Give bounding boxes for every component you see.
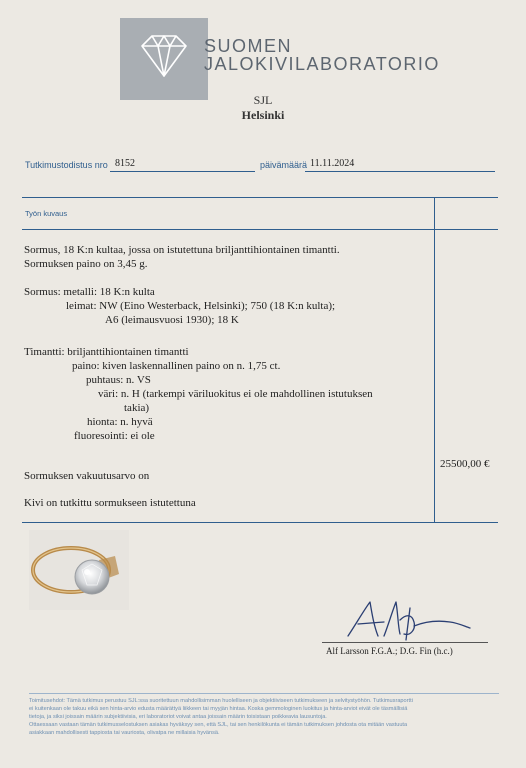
diamond-colour: väri: n. H (tarkempi väriluokitus ei ole mahdollinen istutuksen: [98, 388, 373, 400]
price-column-divider: [434, 197, 435, 523]
lab-abbreviation: SJL: [253, 93, 273, 107]
ring-metal: Sormus: metalli: 18 K:n kulta: [24, 286, 155, 298]
examination-note: Kivi on tutkittu sormukseen istutettuna: [24, 497, 196, 509]
date-rule: [305, 171, 495, 172]
section-header-rule: [22, 229, 498, 230]
diamond-weight: paino: kiven laskennallinen paino on n. 1,75 ct.: [72, 360, 281, 372]
ring-marks-1: leimat: NW (Eino Westerback, Helsinki); 750 (18 K:n kulta);: [66, 300, 336, 312]
cert-number: 8152: [115, 158, 135, 169]
terms-line-2: ei kuitenkaan ole takuu eikä sen hinta-arvio edusta määrättyä liikkeen tai myyjän hintaa. Koska gemmologinen luokitus ja hinta-arviot eivät ole täsmällisiä: [29, 706, 408, 712]
insurance-label: Sormuksen vakuutusarvo on: [24, 470, 150, 482]
signature-line: [322, 642, 488, 643]
diamond-cut: hionta: n. hyvä: [87, 416, 153, 428]
date-label: päivämäärä: [260, 160, 308, 170]
ring-marks-2: A6 (leimausvuosi 1930); 18 K: [105, 314, 239, 326]
diamond-colour-cont: takia): [124, 402, 150, 414]
intro-line-2: Sormuksen paino on 3,45 g.: [24, 258, 148, 270]
insurance-value: 25500,00 €: [440, 458, 490, 470]
cert-number-label: Tutkimustodistus nro: [25, 160, 108, 170]
terms-line-5: asiakkaan mahdollisesti tappiosta tai vauriosta, olivatpa ne millaisia hyvänsä.: [29, 730, 220, 736]
lab-city: Helsinki: [241, 108, 285, 122]
terms-line-1: Toimitusehdot: Tämä tutkimus perustuu SJL:ssa suoritettuun mahdollisimman huolelliseen ja objektiiviseen tutkimukseen ja selvitystyöhön. Tutkimusraportti: [29, 698, 413, 704]
footer-rule: [29, 693, 499, 694]
lab-logo: [120, 18, 208, 100]
brand-line-1: SUOMEN: [204, 36, 293, 56]
diamond-clarity: puhtaus: n. VS: [86, 374, 151, 386]
section-top-rule: [22, 197, 498, 198]
cert-date: 11.11.2024: [310, 158, 355, 169]
section-bottom-rule: [22, 522, 498, 523]
section-label: Työn kuvaus: [25, 209, 68, 218]
terms-line-3: tietoja, ja siksi joissain määrin subjektiivisia, eri laboratoriot voivat antaa joissain määrin toisistaan poikkeavia lausuntoja.: [29, 714, 327, 720]
ring-photo: [29, 530, 129, 610]
ring-image: [29, 530, 129, 610]
diamond-fluorescence: fluoresointi: ei ole: [74, 430, 155, 442]
diamond-icon: [120, 18, 208, 100]
diamond-type: Timantti: briljanttihiontainen timantti: [24, 346, 189, 358]
handwritten-signature: [340, 596, 480, 644]
intro-line-1: Sormus, 18 K:n kultaa, jossa on istutettuna briljanttihiontainen timantti.: [24, 244, 340, 256]
cert-number-rule: [110, 171, 255, 172]
brand-line-2: JALOKIVILABORATORIO: [204, 54, 440, 74]
terms-line-4: Ottaessaan vastaan tämän tutkimusselostuksen asiakas hyväksyy sen, että SJL, tai sen henkilökunta ei tämän tutkimuksen johdosta ota mitään vastuuta: [29, 722, 408, 728]
signatory-name: Alf Larsson F.G.A.; D.G. Fin (h.c.): [326, 646, 453, 656]
